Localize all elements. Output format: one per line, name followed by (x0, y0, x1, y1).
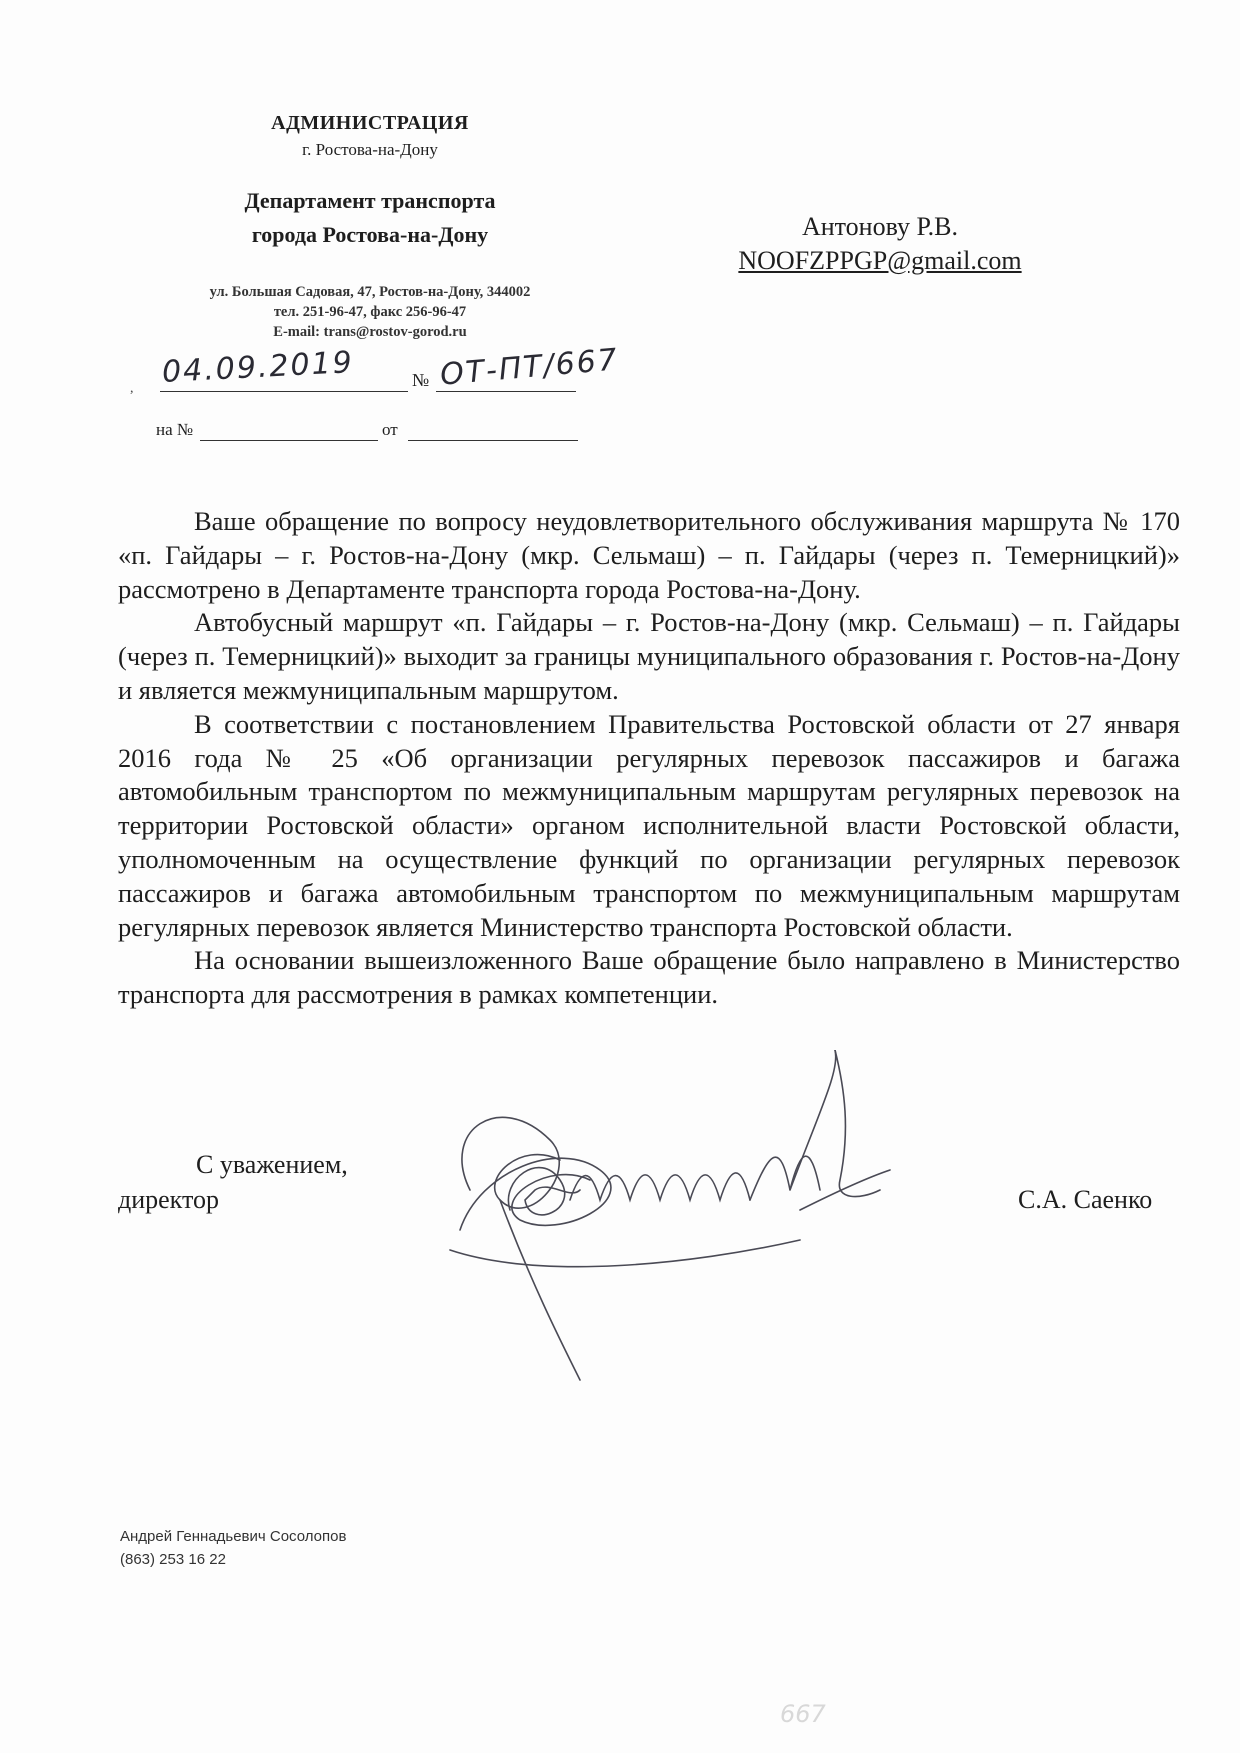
outgoing-number-label: № (412, 370, 430, 390)
body-paragraph-3: В соответствии с постановлением Правительства Ростовской области от 27 января 2016 года № 25 «Об организации регулярных перевозок пассажиров и багажа автомобильным транспортом по межмуниципальным маршрутам регулярных перевозок на территории Ростовской области» органом исполнительной власти Ростовской области, уполномоченным на осуществление функций по организации регулярных перевозок пассажиров и багажа автомобильным транспортом по межмуниципальным маршрутам регулярных перевозок является Министерство транспорта Ростовской области. (118, 708, 1180, 942)
handwritten-signature (440, 1050, 910, 1390)
pencil-note: 667 (780, 1700, 826, 1728)
reply-to-date-label: от (382, 420, 398, 439)
addressee-email: NOOFZPPGP@gmail.com (738, 246, 1022, 275)
body-paragraph-1: Ваше обращение по вопросу неудовлетворительного обслуживания маршрута № 170 «п. Гайдары – г. Ростов-на-Дону (мкр. Сельмаш) – п. Гайдары (через п. Темерницкий)» рассмотрено в Департаменте транспорта города Ростова-на-Дону. (118, 506, 1180, 604)
performer-phone: (863) 253 16 22 (120, 1551, 226, 1568)
department-name-line1: Департамент транспорта (244, 188, 496, 213)
outgoing-date-handwritten: 04.09.2019 (161, 345, 355, 390)
organization-city: г. Ростова-на-Дону (302, 140, 438, 159)
department-phone-fax: тел. 251-96-47, факс 256-96-47 (273, 304, 467, 320)
body-paragraph-4: На основании вышеизложенного Ваше обращение было направлено в Министерство транспорта для рассмотрения в рамках компетенции. (118, 945, 1180, 1010)
reply-to-date-line (408, 440, 578, 441)
performer-name: Андрей Геннадьевич Сосолопов (120, 1528, 347, 1545)
outgoing-number-line (436, 391, 576, 392)
outgoing-date-line (160, 391, 408, 392)
closing-phrase: С уважением, (196, 1150, 348, 1179)
signer-name: С.А. Саенко (1018, 1185, 1153, 1214)
outgoing-number-handwritten: ОТ-ПТ/667 (438, 342, 621, 393)
department-name-line2: города Ростова-на-Дону (251, 222, 489, 247)
organization-name: АДМИНИСТРАЦИЯ (271, 112, 469, 134)
addressee-name: Антонову Р.В. (801, 212, 959, 241)
letter-body (118, 505, 1180, 1012)
department-email: E-mail: trans@rostov-gorod.ru (273, 324, 467, 340)
reply-to-number-line (200, 440, 378, 441)
margin-tick-mark: , (130, 381, 134, 396)
department-address: ул. Большая Садовая, 47, Ростов-на-Дону, 344002 (209, 284, 531, 300)
reply-to-number-label: на № (156, 420, 194, 439)
signer-position: директор (118, 1185, 219, 1214)
body-paragraph-2: Автобусный маршрут «п. Гайдары – г. Ростов-на-Дону (мкр. Сельмаш) – п. Гайдары (через п. Темерницкий)» выходит за границы муниципального образования г. Ростов-на-Дону и является межмуниципальным маршрутом. (118, 607, 1180, 705)
